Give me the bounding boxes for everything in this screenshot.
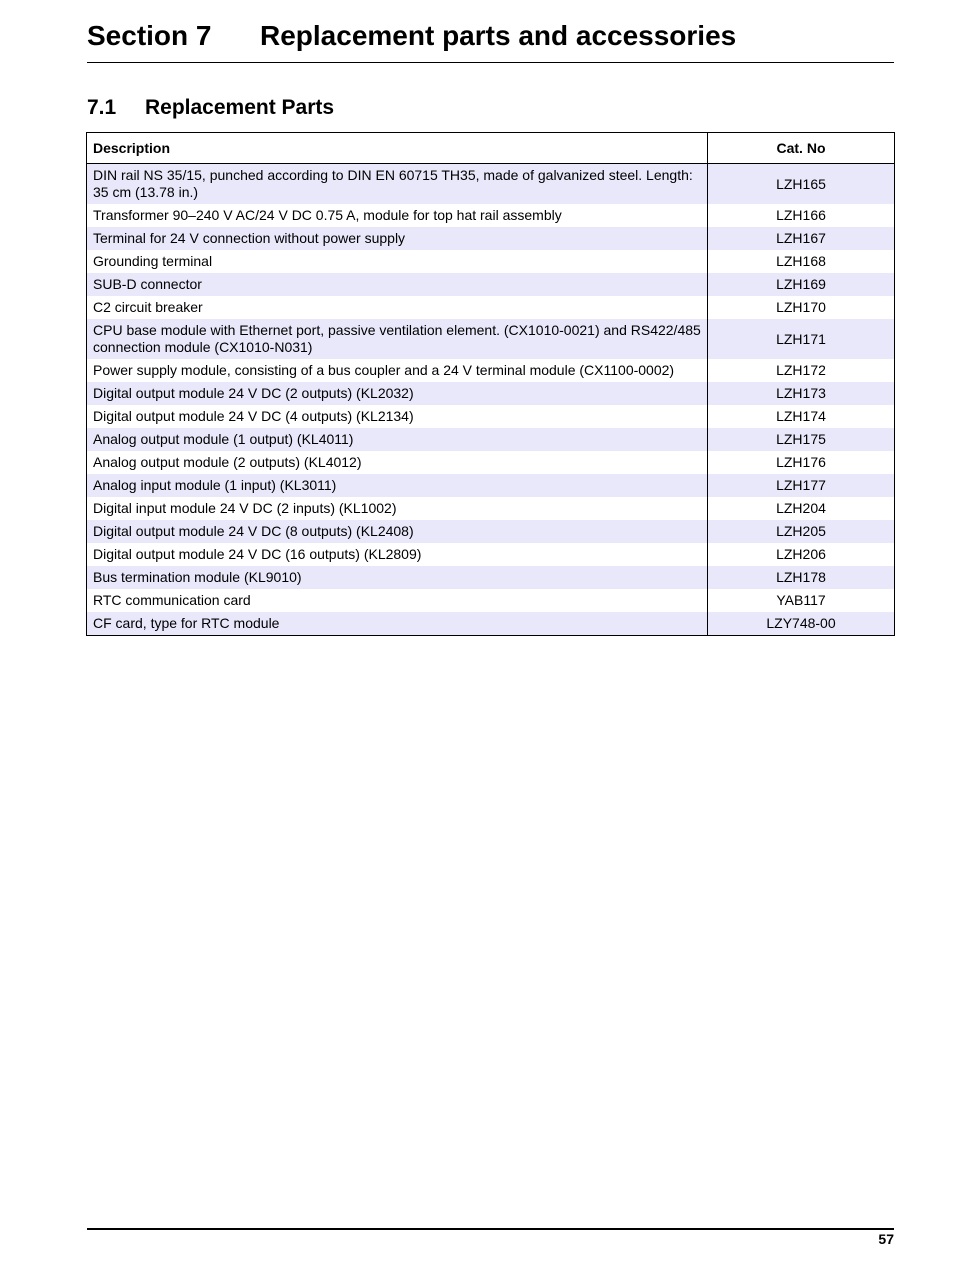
part-description: Digital output module 24 V DC (4 outputs) (KL2134)	[87, 405, 708, 428]
part-description: Power supply module, consisting of a bus coupler and a 24 V terminal module (CX1100-0002)	[87, 359, 708, 382]
table-row	[87, 359, 895, 382]
table-row	[87, 296, 895, 319]
table-row	[87, 382, 895, 405]
part-cat-no: LZH176	[708, 451, 895, 474]
subsection-number: 7.1	[87, 96, 117, 119]
part-cat-no: LZH169	[708, 273, 895, 296]
part-description: Grounding terminal	[87, 250, 708, 273]
section-header	[87, 18, 894, 63]
part-cat-no: LZH177	[708, 474, 895, 497]
part-cat-no: LZH173	[708, 382, 895, 405]
part-description: Analog output module (1 output) (KL4011)	[87, 428, 708, 451]
part-description: Transformer 90–240 V AC/24 V DC 0.75 A, module for top hat rail assembly	[87, 204, 708, 227]
subsection-title: Replacement Parts	[145, 96, 335, 119]
part-description: Digital output module 24 V DC (16 outputs) (KL2809)	[87, 543, 708, 566]
part-description: Terminal for 24 V connection without power supply	[87, 227, 708, 250]
part-cat-no: LZH174	[708, 405, 895, 428]
part-cat-no: LZH167	[708, 227, 895, 250]
part-description: RTC communication card	[87, 589, 708, 612]
table-row	[87, 428, 895, 451]
table-row	[87, 589, 895, 612]
table-row	[87, 474, 895, 497]
table-header-row	[87, 133, 895, 164]
table-row	[87, 543, 895, 566]
table-row	[87, 451, 895, 474]
part-description: Digital output module 24 V DC (8 outputs) (KL2408)	[87, 520, 708, 543]
table-row	[87, 227, 895, 250]
table-row	[87, 612, 895, 636]
part-description: Analog input module (1 input) (KL3011)	[87, 474, 708, 497]
table-row	[87, 520, 895, 543]
part-cat-no: LZY748-00	[708, 612, 895, 636]
column-header-cat-no: Cat. No	[708, 133, 895, 164]
part-description: Digital input module 24 V DC (2 inputs) (KL1002)	[87, 497, 708, 520]
part-cat-no: LZH172	[708, 359, 895, 382]
part-description: Analog output module (2 outputs) (KL4012)	[87, 451, 708, 474]
part-cat-no: LZH178	[708, 566, 895, 589]
part-cat-no: LZH165	[708, 164, 895, 205]
part-description: SUB-D connector	[87, 273, 708, 296]
section-title: Replacement parts and accessories	[260, 20, 737, 51]
part-description: CF card, type for RTC module	[87, 612, 708, 636]
part-description: Digital output module 24 V DC (2 outputs) (KL2032)	[87, 382, 708, 405]
footer-divider	[87, 1228, 894, 1230]
part-cat-no: LZH170	[708, 296, 895, 319]
part-cat-no: LZH175	[708, 428, 895, 451]
part-description: C2 circuit breaker	[87, 296, 708, 319]
page-number: 57	[878, 1231, 894, 1247]
part-cat-no: LZH204	[708, 497, 895, 520]
part-cat-no: LZH166	[708, 204, 895, 227]
part-description: Bus termination module (KL9010)	[87, 566, 708, 589]
table-row	[87, 273, 895, 296]
section-number: Section 7	[87, 20, 212, 51]
table-row	[87, 566, 895, 589]
part-cat-no: YAB117	[708, 589, 895, 612]
table-row	[87, 204, 895, 227]
table-row	[87, 405, 895, 428]
part-description: DIN rail NS 35/15, punched according to DIN EN 60715 TH35, made of galvanized steel. Length: 35 cm (13.78 in.)	[87, 164, 708, 205]
table-row	[87, 250, 895, 273]
part-cat-no: LZH205	[708, 520, 895, 543]
part-cat-no: LZH171	[708, 319, 895, 359]
column-header-description: Description	[87, 133, 708, 164]
table-row	[87, 319, 895, 359]
replacement-parts-table	[86, 132, 895, 636]
part-description: CPU base module with Ethernet port, passive ventilation element. (CX1010-0021) and RS422/485 connection module (CX1010-N031)	[87, 319, 708, 359]
part-cat-no: LZH206	[708, 543, 895, 566]
table-row	[87, 497, 895, 520]
part-cat-no: LZH168	[708, 250, 895, 273]
table-row	[87, 164, 895, 205]
